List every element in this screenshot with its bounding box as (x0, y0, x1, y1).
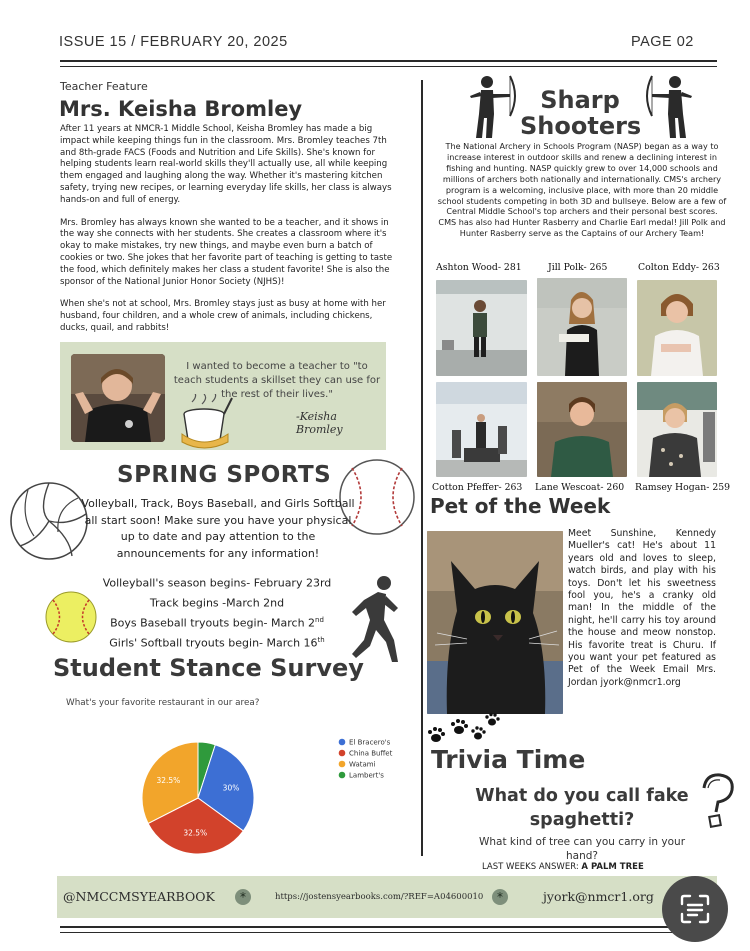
archer-label: Cotton Pfeffer- 263 (432, 482, 523, 493)
archer-label: Colton Eddy- 263 (638, 262, 720, 273)
archery-text: The National Archery in Schools Program (NASP) began as a way to increase interest in outdoor skills and renew a declining interest in fishing and hunting. NASP quickly grew to over 14,000 schools and millions of archers both nationally and internationally. CMS's archery program is a welcoming, inclusive place, with more than 20 middle school students competing in both 3D and bullseye. Below are a few of Central Middle School's top archers and their personal best scores. CMS has also had Hunter Rasberry and Charlie Earl medal! Jill Polk and Hunter Rasberry serve as the Captains of our Archery Team! (437, 141, 727, 239)
sports-title: SPRING SPORTS (117, 462, 332, 488)
legend-swatch (339, 761, 346, 768)
sports-date: Track begins -March 2nd (149, 596, 285, 610)
teacher-name: Mrs. Keisha Bromley (59, 97, 303, 121)
pet-text: Meet Sunshine, Kennedy Mueller's cat! He's about 11 years old and loves to sleep, watch birds, and play with his toys. Don't let his sweetness fool you, he's a cranky old man! In the middle of the night, he'll carry his toy around the house and meow nonstop. His favorite treat is Churu. If you want your pet featured as Pet of the Week Email Mrs. Jordan jyork@nmcr1.org (568, 528, 716, 688)
archer-photo-jill (537, 278, 627, 376)
header-rule-top (60, 60, 717, 62)
legend-swatch (339, 739, 346, 746)
column-divider (421, 80, 423, 856)
trivia-question (460, 784, 704, 832)
footer-bar (57, 876, 717, 918)
legend-label: Watami (349, 760, 376, 769)
teacher-photo (71, 354, 165, 442)
scan-text-icon (662, 876, 728, 942)
archery-title (520, 87, 640, 139)
sports-dates (82, 572, 352, 653)
trivia-next-question: What kind of tree can you carry in your hand? (478, 836, 686, 862)
teacher-signature: -Keisha Bromley (296, 410, 343, 436)
footer-rule-bottom (60, 932, 717, 933)
teacher-quote-box (60, 342, 386, 450)
legend-swatch (339, 772, 346, 779)
archer-photo-lane (537, 382, 627, 477)
teacher-paragraph: After 11 years at NMCR-1 Middle School, Keisha Bromley has made a big impact while keeping things fun in the classroom. Mrs. Bromley teaches 7th and 8th-grade FACS (Foods and Nutrition and Life Skills). She's known for helping students learn real-world skills they'll actually use, all while keeping them engaged and laughing along the way. Whether it's mastering kitchen safety, trying new recipes, or learning everyday life skills, her class is always hands-on and full of energy. (60, 124, 392, 205)
pet-photo (427, 531, 563, 714)
archer-label: Jill Polk- 265 (548, 262, 608, 273)
trivia-last-answer-value: A PALM TREE (581, 862, 644, 872)
archery-title-line: Shooters (520, 112, 642, 140)
footer-separator-icon: * (235, 889, 251, 905)
sports-date: Volleyball's season begins- February 23rd (102, 576, 332, 590)
trivia-question-line: spaghetti? (529, 810, 635, 830)
legend-swatch (339, 750, 346, 757)
legend-label: China Buffet (349, 749, 393, 758)
header-rule-bottom (60, 66, 717, 67)
pie-slice-label: 32.5% (183, 828, 208, 838)
survey-chart (130, 730, 410, 866)
legend-label: Lambert's (349, 771, 384, 780)
pie-slice-label: 32.5% (156, 775, 181, 785)
teacher-paragraph: When she's not at school, Mrs. Bromley stays just as busy at home with her husband, four children, and a whole crew of animals, including chickens, ducks, quail, and rabbits! (60, 299, 386, 333)
archery-title-line: Sharp (540, 86, 620, 114)
trivia-question-line: What do you call fake (475, 786, 689, 806)
survey-question: What's your favorite restaurant in our area? (66, 698, 260, 708)
archer-photo-ashton (436, 280, 527, 376)
pet-title: Pet of the Week (430, 494, 611, 518)
archer-photo-colton (637, 280, 717, 376)
trivia-last-answer (482, 862, 644, 872)
legend-label: El Bracero's (349, 738, 391, 747)
footer-email[interactable]: jyork@nmcr1.org (543, 889, 654, 904)
teacher-quote: I wanted to become a teacher to "to teach students a skillset they can use for the rest of their lives." (173, 361, 381, 400)
sports-intro: Volleyball, Track, Boys Baseball, and Girls Softball all start soon! Make sure you have your physical up to date and pay attention to the announcements for any information! (81, 497, 355, 560)
footer-separator-icon: * (492, 889, 508, 905)
sports-date: Boys Baseball tryouts begin- March 2nd (110, 616, 324, 630)
scan-text-button[interactable] (662, 876, 728, 942)
archer-photo-ramsey (637, 382, 717, 477)
pie-slice-label: 30% (222, 783, 240, 793)
archer-label: Lane Wescoat- 260 (535, 482, 625, 493)
trivia-title: Trivia Time (431, 745, 586, 774)
footer-handle: @NMCCMSYEARBOOK (63, 889, 215, 904)
archer-photo-cotton (436, 382, 527, 477)
teacher-kicker: Teacher Feature (60, 80, 148, 93)
issue-date: ISSUE 15 / FEBRUARY 20, 2025 (59, 34, 288, 50)
footer-url[interactable]: https://jostensyearbooks.com/?REF=A04600010 (275, 892, 484, 902)
teacher-article (60, 124, 393, 335)
survey-title: Student Stance Survey (53, 654, 364, 682)
pie-chart (130, 730, 410, 866)
teacher-paragraph: Mrs. Bromley has always known she wanted to be a teacher, and it shows in the way she connects with her students. She creates a classroom where it's okay to make mistakes, try new things, and maybe even burn a batch of cookies or two. She jokes that her favorite part of teaching is getting to taste the food, which definitely makes her class a student favorite! She is also the sponsor of the National Junior Honor Society (NJHS)! (60, 217, 393, 287)
archer-label: Ramsey Hogan- 259 (635, 482, 731, 493)
archer-left-icon (470, 74, 518, 140)
cooking-pot-icon (178, 394, 234, 450)
trivia-last-answer-label: LAST WEEKS ANSWER: (482, 862, 582, 872)
paw-prints-icon (426, 712, 502, 746)
archer-label: Ashton Wood- 281 (436, 262, 522, 273)
page-number: PAGE 02 (631, 34, 694, 50)
archer-right-icon (644, 74, 692, 140)
footer-rule-top (60, 926, 717, 928)
runner-icon (350, 574, 402, 666)
sports-date: Girls' Softball tryouts begin- March 16th (109, 636, 325, 651)
